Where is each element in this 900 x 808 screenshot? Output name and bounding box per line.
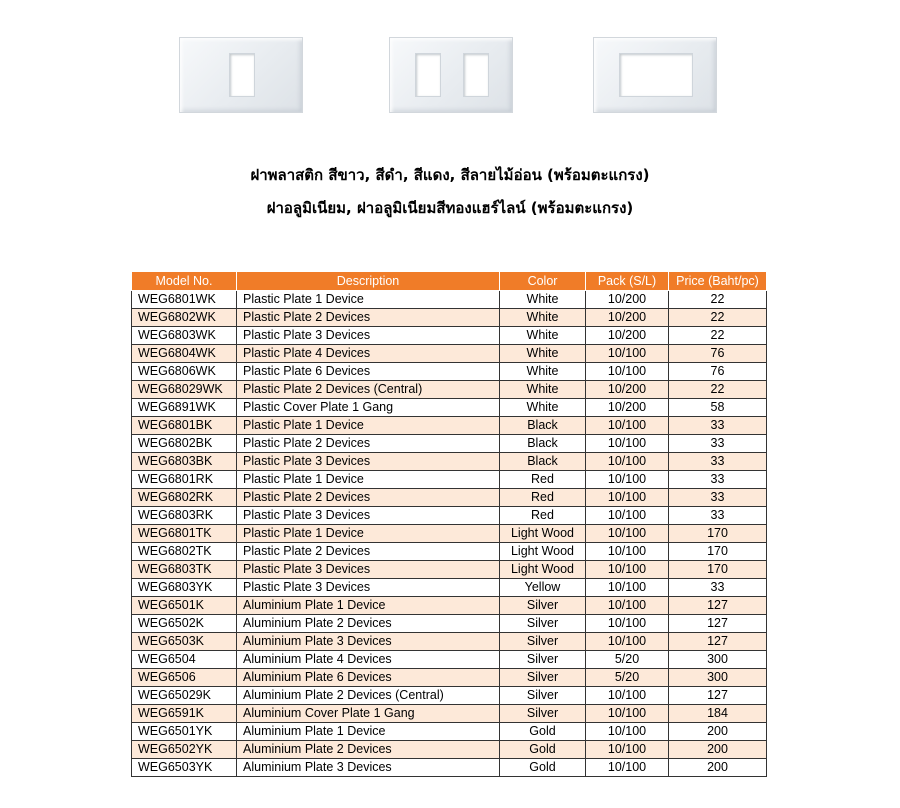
model-no-cell: WEG6803BK (132, 453, 237, 471)
price-cell: 33 (669, 417, 767, 435)
description-cell: Plastic Plate 3 Devices (237, 327, 500, 345)
price-table (131, 271, 767, 777)
table-row (132, 669, 767, 687)
model-no-cell: WEG6802BK (132, 435, 237, 453)
pack-cell: 10/100 (586, 417, 669, 435)
color-cell: White (500, 327, 586, 345)
description-cell: Plastic Plate 2 Devices (237, 309, 500, 327)
description-cell: Aluminium Plate 1 Device (237, 723, 500, 741)
color-cell: Gold (500, 759, 586, 777)
model-no-cell: WEG6801BK (132, 417, 237, 435)
model-no-cell: WEG6506 (132, 669, 237, 687)
description-cell: Plastic Plate 2 Devices (Central) (237, 381, 500, 399)
pack-cell: 10/100 (586, 723, 669, 741)
table-row (132, 651, 767, 669)
price-cell: 58 (669, 399, 767, 417)
pack-cell: 10/200 (586, 399, 669, 417)
price-cell: 22 (669, 291, 767, 309)
header-model-no: Model No. (132, 272, 237, 291)
color-cell: White (500, 399, 586, 417)
pack-cell: 10/100 (586, 633, 669, 651)
model-no-cell: WEG6802RK (132, 489, 237, 507)
pack-cell: 10/200 (586, 309, 669, 327)
model-no-cell: WEG6803WK (132, 327, 237, 345)
description-cell: Plastic Plate 3 Devices (237, 453, 500, 471)
model-no-cell: WEG6802TK (132, 543, 237, 561)
plate-2-devices-image (389, 37, 513, 113)
pack-cell: 10/100 (586, 345, 669, 363)
description-cell: Aluminium Plate 1 Device (237, 597, 500, 615)
description-cell: Plastic Plate 3 Devices (237, 561, 500, 579)
description-cell: Aluminium Plate 2 Devices (Central) (237, 687, 500, 705)
table-row (132, 291, 767, 309)
pack-cell: 10/100 (586, 489, 669, 507)
header-price: Price (Baht/pc) (669, 272, 767, 291)
color-cell: Red (500, 507, 586, 525)
color-cell: Gold (500, 741, 586, 759)
description-cell: Plastic Plate 1 Device (237, 417, 500, 435)
price-cell: 127 (669, 597, 767, 615)
price-cell: 33 (669, 579, 767, 597)
color-cell: Red (500, 489, 586, 507)
table-row (132, 597, 767, 615)
model-no-cell: WEG6503K (132, 633, 237, 651)
model-no-cell: WEG6802WK (132, 309, 237, 327)
description-cell: Aluminium Cover Plate 1 Gang (237, 705, 500, 723)
table-row (132, 561, 767, 579)
color-cell: Silver (500, 651, 586, 669)
description-cell: Plastic Plate 3 Devices (237, 507, 500, 525)
table-row (132, 525, 767, 543)
pack-cell: 10/100 (586, 453, 669, 471)
color-cell: White (500, 345, 586, 363)
table-row (132, 381, 767, 399)
price-cell: 127 (669, 615, 767, 633)
table-body (132, 291, 767, 777)
table-row (132, 615, 767, 633)
pack-cell: 10/100 (586, 759, 669, 777)
model-no-cell: WEG6502K (132, 615, 237, 633)
color-cell: Black (500, 417, 586, 435)
header-pack: Pack (S/L) (586, 272, 669, 291)
heading-aluminium-plates: ฝาอลูมิเนียม, ฝาอลูมิเนียมสีทองแฮร์ไลน์ (พร้อมตะแกรง) (266, 199, 634, 217)
description-cell: Plastic Cover Plate 1 Gang (237, 399, 500, 417)
table-header-row (132, 272, 767, 291)
price-cell: 33 (669, 489, 767, 507)
table-row (132, 579, 767, 597)
pack-cell: 10/100 (586, 435, 669, 453)
color-cell: Red (500, 471, 586, 489)
price-cell: 170 (669, 525, 767, 543)
model-no-cell: WEG6801TK (132, 525, 237, 543)
plate-slot (416, 54, 440, 96)
description-cell: Aluminium Plate 3 Devices (237, 759, 500, 777)
table-row (132, 453, 767, 471)
model-no-cell: WEG6591K (132, 705, 237, 723)
description-cell: Plastic Plate 2 Devices (237, 435, 500, 453)
color-cell: Silver (500, 687, 586, 705)
table-row (132, 309, 767, 327)
color-cell: Silver (500, 615, 586, 633)
color-cell: Light Wood (500, 561, 586, 579)
price-cell: 184 (669, 705, 767, 723)
description-cell: Aluminium Plate 2 Devices (237, 741, 500, 759)
heading-plastic-plates: ฝาพลาสติก สีขาว, สีดำ, สีแดง, สีลายไม้อ่อน (พร้อมตะแกรง) (250, 166, 650, 184)
table-row (132, 363, 767, 381)
price-cell: 200 (669, 759, 767, 777)
price-cell: 300 (669, 651, 767, 669)
pack-cell: 10/100 (586, 615, 669, 633)
color-cell: Silver (500, 597, 586, 615)
price-cell: 33 (669, 435, 767, 453)
description-cell: Aluminium Plate 4 Devices (237, 651, 500, 669)
table-row (132, 705, 767, 723)
table-row (132, 687, 767, 705)
price-cell: 170 (669, 543, 767, 561)
pack-cell: 5/20 (586, 651, 669, 669)
table-row (132, 543, 767, 561)
pack-cell: 10/100 (586, 741, 669, 759)
color-cell: Yellow (500, 579, 586, 597)
description-cell: Plastic Plate 1 Device (237, 471, 500, 489)
description-cell: Aluminium Plate 2 Devices (237, 615, 500, 633)
description-cell: Plastic Plate 3 Devices (237, 579, 500, 597)
model-no-cell: WEG6501K (132, 597, 237, 615)
model-no-cell: WEG6803YK (132, 579, 237, 597)
color-cell: Black (500, 453, 586, 471)
model-no-cell: WEG6803TK (132, 561, 237, 579)
product-images (0, 37, 900, 115)
description-cell: Aluminium Plate 3 Devices (237, 633, 500, 651)
table-row (132, 507, 767, 525)
color-cell: Light Wood (500, 543, 586, 561)
plate-slot (620, 54, 692, 96)
pack-cell: 10/200 (586, 291, 669, 309)
price-cell: 300 (669, 669, 767, 687)
model-no-cell: WEG6503YK (132, 759, 237, 777)
table-row (132, 489, 767, 507)
price-cell: 22 (669, 309, 767, 327)
price-cell: 22 (669, 381, 767, 399)
price-cell: 33 (669, 453, 767, 471)
pack-cell: 10/200 (586, 381, 669, 399)
table-row (132, 723, 767, 741)
table-row (132, 741, 767, 759)
description-cell: Plastic Plate 2 Devices (237, 489, 500, 507)
price-cell: 22 (669, 327, 767, 345)
plate-slot (230, 54, 254, 96)
header-color: Color (500, 272, 586, 291)
table-row (132, 345, 767, 363)
price-cell: 127 (669, 687, 767, 705)
pack-cell: 10/100 (586, 705, 669, 723)
model-no-cell: WEG65029K (132, 687, 237, 705)
table-row (132, 417, 767, 435)
price-cell: 170 (669, 561, 767, 579)
model-no-cell: WEG6891WK (132, 399, 237, 417)
pack-cell: 10/100 (586, 363, 669, 381)
color-cell: White (500, 381, 586, 399)
price-cell: 200 (669, 741, 767, 759)
color-cell: Silver (500, 633, 586, 651)
header-description: Description (237, 272, 500, 291)
table-row (132, 327, 767, 345)
description-cell: Plastic Plate 1 Device (237, 525, 500, 543)
plate-3-devices-image (593, 37, 717, 113)
color-cell: White (500, 291, 586, 309)
pack-cell: 10/100 (586, 561, 669, 579)
description-cell: Aluminium Plate 6 Devices (237, 669, 500, 687)
pack-cell: 10/200 (586, 327, 669, 345)
description-cell: Plastic Plate 1 Device (237, 291, 500, 309)
price-cell: 33 (669, 471, 767, 489)
table-row (132, 399, 767, 417)
model-no-cell: WEG6801WK (132, 291, 237, 309)
table-row (132, 435, 767, 453)
color-cell: Silver (500, 669, 586, 687)
pack-cell: 10/100 (586, 507, 669, 525)
price-cell: 127 (669, 633, 767, 651)
color-cell: Black (500, 435, 586, 453)
pack-cell: 10/100 (586, 471, 669, 489)
plate-slot (464, 54, 488, 96)
pack-cell: 10/100 (586, 597, 669, 615)
color-cell: Gold (500, 723, 586, 741)
pack-cell: 10/100 (586, 687, 669, 705)
model-no-cell: WEG6504 (132, 651, 237, 669)
price-cell: 200 (669, 723, 767, 741)
model-no-cell: WEG6806WK (132, 363, 237, 381)
pack-cell: 5/20 (586, 669, 669, 687)
model-no-cell: WEG6804WK (132, 345, 237, 363)
table-row (132, 471, 767, 489)
price-cell: 76 (669, 345, 767, 363)
table-row (132, 759, 767, 777)
pack-cell: 10/100 (586, 525, 669, 543)
description-cell: Plastic Plate 2 Devices (237, 543, 500, 561)
model-no-cell: WEG6501YK (132, 723, 237, 741)
price-cell: 33 (669, 507, 767, 525)
description-cell: Plastic Plate 6 Devices (237, 363, 500, 381)
model-no-cell: WEG6803RK (132, 507, 237, 525)
table-row (132, 633, 767, 651)
pack-cell: 10/100 (586, 543, 669, 561)
model-no-cell: WEG6801RK (132, 471, 237, 489)
description-cell: Plastic Plate 4 Devices (237, 345, 500, 363)
plate-1-device-image (179, 37, 303, 113)
color-cell: Silver (500, 705, 586, 723)
model-no-cell: WEG6502YK (132, 741, 237, 759)
color-cell: White (500, 363, 586, 381)
pack-cell: 10/100 (586, 579, 669, 597)
color-cell: White (500, 309, 586, 327)
price-cell: 76 (669, 363, 767, 381)
color-cell: Light Wood (500, 525, 586, 543)
model-no-cell: WEG68029WK (132, 381, 237, 399)
